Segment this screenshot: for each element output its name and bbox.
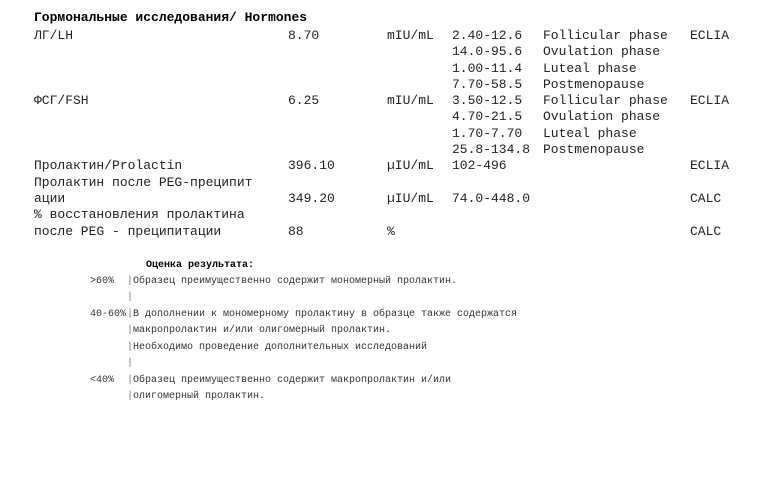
section-title: Гормональные исследования/ Hormones — [34, 10, 308, 25]
assessment-heading: Оценка результата: — [146, 260, 255, 271]
divider-bar: | — [127, 309, 134, 320]
ref-range: 1.00-11.4 — [452, 61, 523, 76]
test-value-lh: 8.70 — [288, 28, 320, 43]
assessment-text: олигомерный пролактин. — [133, 391, 266, 402]
divider-bar: | — [127, 342, 134, 353]
ref-range: 1.70-7.70 — [452, 126, 523, 141]
assessment-text: макропролактин и/или олигомерный пролактин. — [133, 325, 392, 336]
test-value-fsh: 6.25 — [288, 93, 320, 108]
ref-phase: Luteal phase — [543, 126, 637, 141]
assessment-label-lt40: <40% — [90, 375, 115, 386]
test-value-prolactin: 396.10 — [288, 158, 335, 173]
divider-bar: | — [127, 292, 134, 303]
ref-range: 14.0-95.6 — [452, 44, 523, 59]
assessment-text: В дополнении к мономерному пролактину в образце также содержатся — [133, 309, 518, 320]
test-name-prolactin-peg-cont: ации — [34, 191, 66, 206]
test-value-recovery: 88 — [288, 224, 304, 239]
ref-phase: Postmenopause — [543, 77, 645, 92]
test-name-recovery-cont: после PEG - преципитации — [34, 224, 222, 239]
ref-range: 25.8-134.8 — [452, 142, 531, 157]
divider-bar: | — [127, 375, 134, 386]
test-unit-recovery: % — [387, 224, 395, 239]
test-method-lh: ECLIA — [690, 28, 730, 43]
ref-range: 2.40-12.6 — [452, 28, 523, 43]
ref-range: 7.70-58.5 — [452, 77, 523, 92]
test-name-fsh: ФСГ/FSH — [34, 93, 89, 108]
test-name-recovery: % восстановления пролактина — [34, 207, 245, 222]
test-method-fsh: ECLIA — [690, 93, 730, 108]
test-name-lh: ЛГ/LH — [34, 28, 74, 43]
test-unit-lh: mIU/mL — [387, 28, 434, 43]
test-name-prolactin-peg: Пролактин после PEG-преципит — [34, 175, 253, 190]
divider-bar: | — [127, 276, 134, 287]
assessment-text: Образец преимущественно содержит мономерный пролактин. — [133, 276, 458, 287]
test-method-prolactin-peg: CALC — [690, 191, 722, 206]
ref-range: 4.70-21.5 — [452, 109, 523, 124]
test-name-prolactin: Пролактин/Prolactin — [34, 158, 183, 173]
test-value-prolactin-peg: 349.20 — [288, 191, 335, 206]
test-unit-fsh: mIU/mL — [387, 93, 434, 108]
test-unit-prolactin-peg: µIU/mL — [387, 191, 434, 206]
ref-range: 74.0-448.0 — [452, 191, 531, 206]
divider-bar: | — [127, 358, 134, 369]
ref-phase: Ovulation phase — [543, 109, 661, 124]
assessment-label-gt60: >60% — [90, 276, 115, 287]
assessment-text: Необходимо проведение дополнительных исследований — [133, 342, 428, 353]
ref-range: 3.50-12.5 — [452, 93, 523, 108]
test-unit-prolactin: µIU/mL — [387, 158, 434, 173]
test-method-prolactin: ECLIA — [690, 158, 730, 173]
ref-phase: Ovulation phase — [543, 44, 661, 59]
divider-bar: | — [127, 325, 134, 336]
ref-range: 102-496 — [452, 158, 507, 173]
ref-phase: Follicular phase — [543, 28, 668, 43]
assessment-text: Образец преимущественно содержит макропролактин и/или — [133, 375, 452, 386]
ref-phase: Postmenopause — [543, 142, 645, 157]
test-method-recovery: CALC — [690, 224, 722, 239]
ref-phase: Luteal phase — [543, 61, 637, 76]
ref-phase: Follicular phase — [543, 93, 668, 108]
divider-bar: | — [127, 391, 134, 402]
assessment-label-40-60: 40-60% — [90, 309, 127, 320]
